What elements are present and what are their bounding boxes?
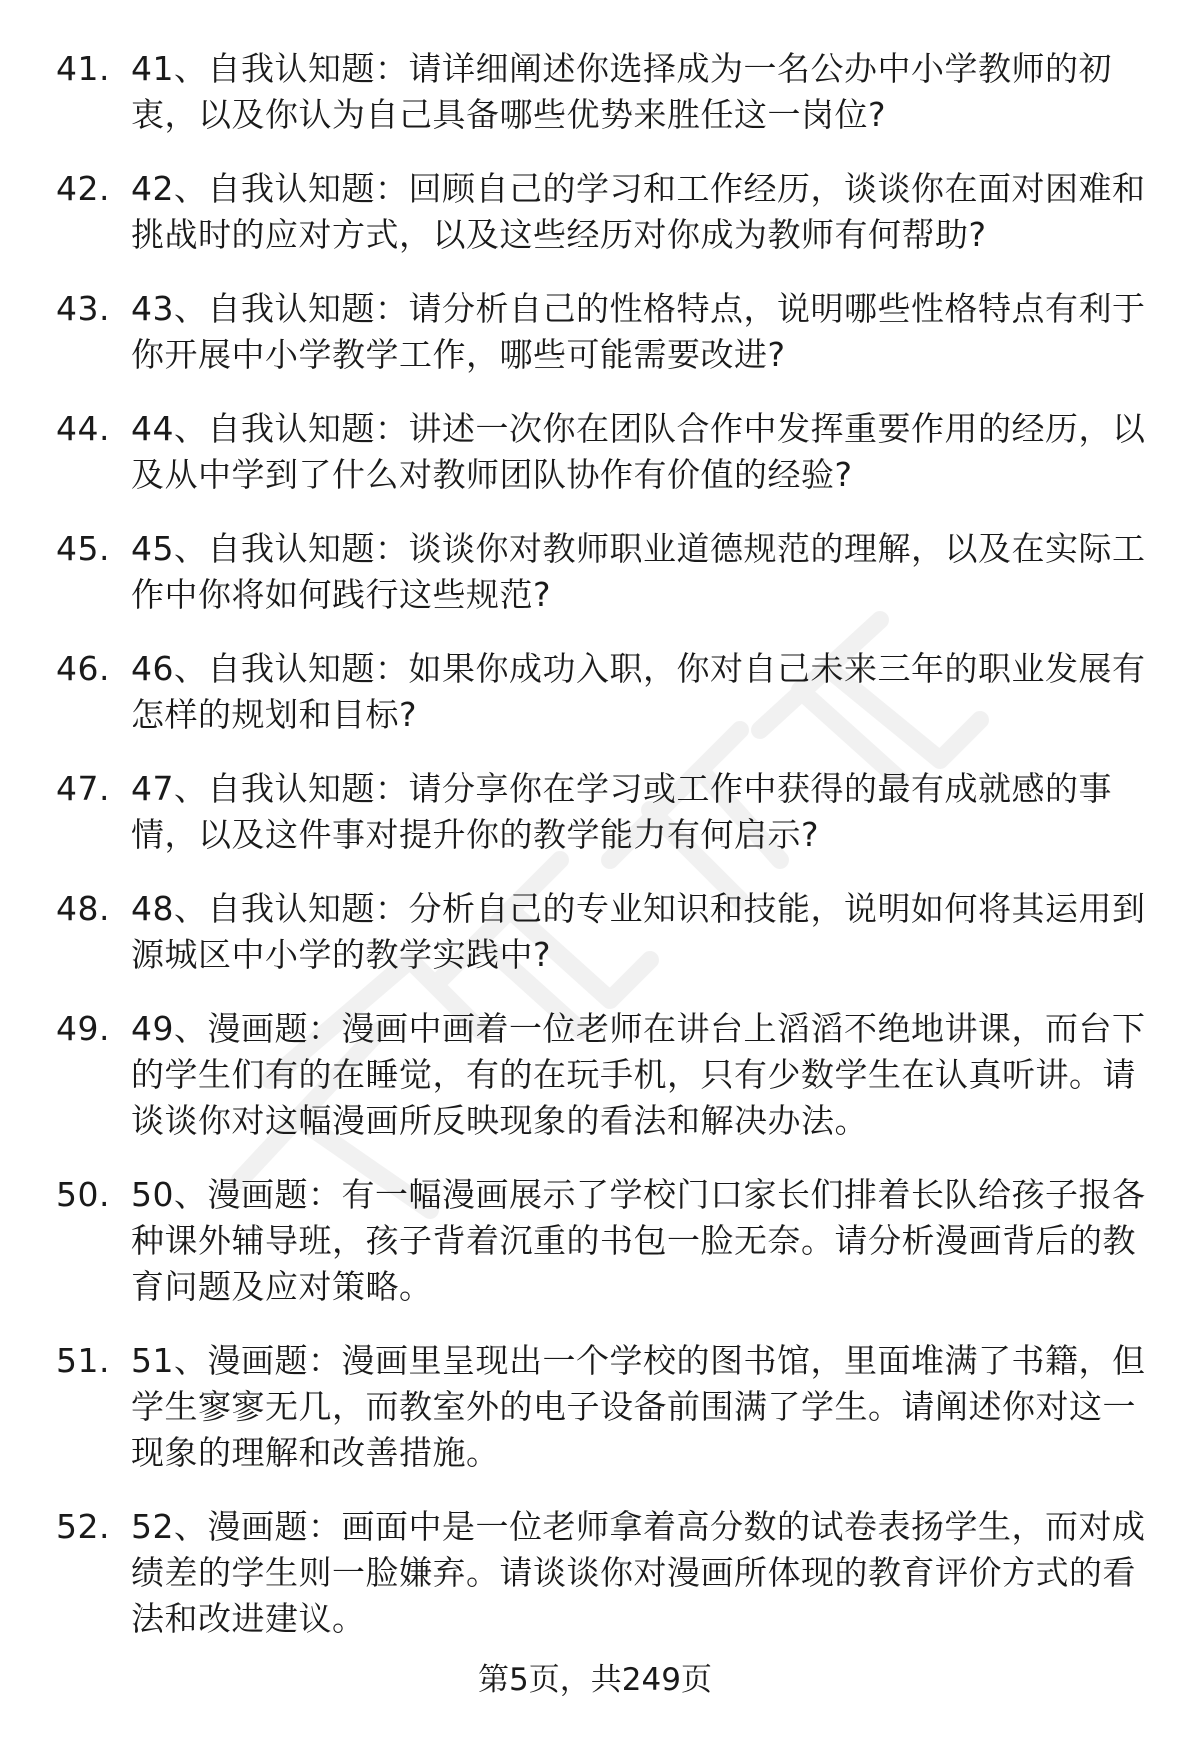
list-item-text: 52、漫画题：画面中是一位老师拿着高分数的试卷表扬学生，而对成绩差的学生则一脸嫌弃。请谈谈你对漫画所体现的教育评价方式的看法和改进建议。: [131, 1507, 1146, 1638]
list-item-text: 51、漫画题：漫画里呈现出一个学校的图书馆，里面堆满了书籍，但学生寥寥无几，而教室外的电子设备前围满了学生。请阐述你对这一现象的理解和改善措施。: [131, 1341, 1146, 1472]
list-item: [0, 1006, 1190, 1144]
list-item: [0, 286, 1190, 378]
list-item-number: 46.: [56, 649, 110, 688]
list-item: [0, 1172, 1190, 1310]
list-item-text: 42、自我认知题：回顾自己的学习和工作经历，谈谈你在面对困难和挑战时的应对方式，以及这些经历对你成为教师有何帮助?: [131, 169, 1146, 254]
list-item-number: 50.: [56, 1175, 110, 1214]
list-item: [0, 646, 1190, 738]
list-item: [0, 166, 1190, 258]
list-item-number: 49.: [56, 1009, 110, 1048]
list-item-number: 48.: [56, 889, 110, 928]
list-item-text: 43、自我认知题：请分析自己的性格特点，说明哪些性格特点有利于你开展中小学教学工作，哪些可能需要改进?: [131, 289, 1146, 374]
list-item-text: 46、自我认知题：如果你成功入职，你对自己未来三年的职业发展有怎样的规划和目标?: [131, 649, 1146, 734]
page-number: 第5页，共249页: [478, 1662, 712, 1698]
list-item: [0, 526, 1190, 618]
list-item-text: 48、自我认知题：分析自己的专业知识和技能，说明如何将其运用到源城区中小学的教学实践中?: [131, 889, 1146, 974]
list-item-text: 44、自我认知题：讲述一次你在团队合作中发挥重要作用的经历，以及从中学到了什么对教师团队协作有价值的经验?: [131, 409, 1146, 494]
question-list: [0, 46, 1190, 1670]
list-item-number: 51.: [56, 1341, 110, 1380]
list-item-number: 44.: [56, 409, 110, 448]
list-item-number: 47.: [56, 769, 110, 808]
list-item: [0, 886, 1190, 978]
list-item: [0, 46, 1190, 138]
list-item-text: 49、漫画题：漫画中画着一位老师在讲台上滔滔不绝地讲课，而台下的学生们有的在睡觉，有的在玩手机，只有少数学生在认真听讲。请谈谈你对这幅漫画所反映现象的看法和解决办法。: [131, 1009, 1146, 1140]
list-item-number: 41.: [56, 49, 110, 88]
list-item-number: 42.: [56, 169, 110, 208]
list-item-text: 41、自我认知题：请详细阐述你选择成为一名公办中小学教师的初衷，以及你认为自己具备哪些优势来胜任这一岗位?: [131, 49, 1112, 134]
list-item-text: 47、自我认知题：请分享你在学习或工作中获得的最有成就感的事情，以及这件事对提升你的教学能力有何启示?: [131, 769, 1112, 854]
list-item: [0, 406, 1190, 498]
list-item: [0, 1504, 1190, 1642]
list-item-number: 52.: [56, 1507, 110, 1546]
list-item: [0, 1338, 1190, 1476]
list-item-text: 50、漫画题：有一幅漫画展示了学校门口家长们排着长队给孩子报各种课外辅导班，孩子背着沉重的书包一脸无奈。请分析漫画背后的教育问题及应对策略。: [131, 1175, 1146, 1306]
list-item: [0, 766, 1190, 858]
list-item-number: 43.: [56, 289, 110, 328]
list-item-text: 45、自我认知题：谈谈你对教师职业道德规范的理解，以及在实际工作中你将如何践行这些规范?: [131, 529, 1146, 614]
list-item-number: 45.: [56, 529, 110, 568]
